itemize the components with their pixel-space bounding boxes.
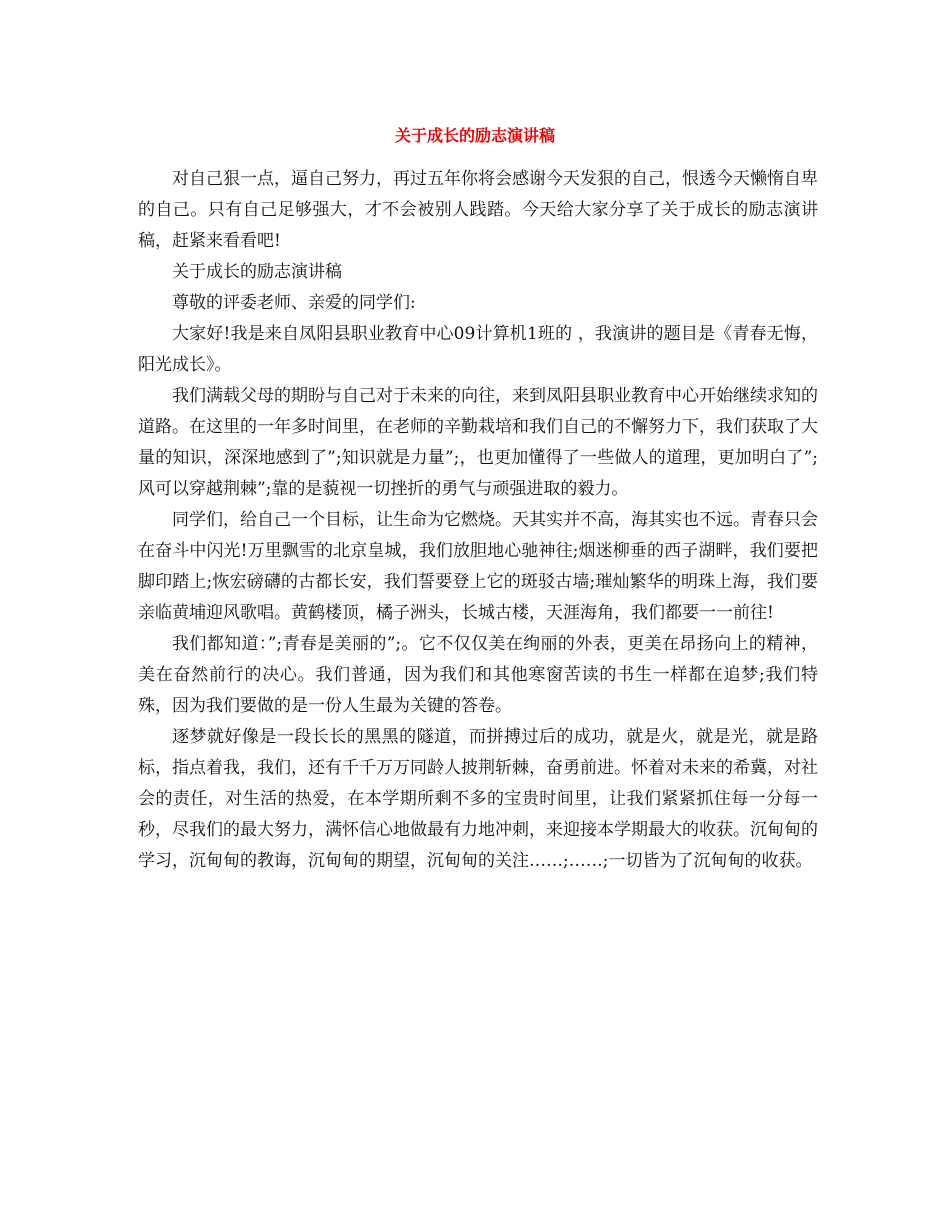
paragraph-salutation: 尊敬的评委老师、亲爱的同学们: — [172, 293, 416, 313]
paragraph-body: 同学们，给自己一个目标，让生命为它燃烧。天其实并不高，海其实也不远。青春只会在奋斗中闪光!万里飘雪的北京皇城，我们放胆地心驰神往;烟迷柳垂的西子湖畔，我们要把脚印踏上;恢宏磅礴的古都长安，我们誓要登上它的斑驳古墙;璀灿繁华的明珠上海，我们要亲临黄埔迎风歌唱。黄鹤楼顶，橘子洲头，长城古楼，天涯海角，我们都要一一前往! — [138, 510, 818, 623]
paragraph-body: 我们都知道：”;青春是美丽的”;。它不仅仅美在绚丽的外表，更美在昂扬向上的精神，美在奋然前行的决心。我们普通，因为我们和其他寒窗苦读的书生一样都在追梦;我们特殊，因为我们要做的是一份人生最为关键的答卷。 — [138, 634, 818, 716]
paragraph-body: 我们满载父母的期盼与自己对于未来的向往，来到凤阳县职业教育中心开始继续求知的道路。在这里的一年多时间里，在老师的辛勤栽培和我们自己的不懈努力下，我们获取了大量的知识，深深地感到了”;知识就是力量”;，也更加懂得了一些做人的道理，更加明白了”;风可以穿越荆棘”;靠的是藐视一切挫折的勇气与顽强进取的毅力。 — [138, 386, 818, 499]
document-title: 关于成长的励志演讲稿 — [394, 126, 555, 145]
paragraph-greeting: 大家好!我是来自凤阳县职业教育中心09计算机1班的 ，我演讲的题目是《青春无悔，阳光成长》。 — [138, 324, 818, 375]
paragraph-body: 逐梦就好像是一段长长的黑黑的隧道，而拼搏过后的成功，就是火，就是光，就是路标，指点着我，我们，还有千千万万同龄人披荆斩棘，奋勇前进。怀着对未来的希冀，对社会的责任，对生活的热爱，在本学期所剩不多的宝贵时间里，让我们紧紧抓住每一分每一秒，尽我们的最大努力，满怀信心地做最有力地冲刺，来迎接本学期最大的收获。沉甸甸的学习，沉甸甸的教诲，沉甸甸的期望，沉甸甸的关注……;……;一切皆为了沉甸甸的收获。 — [138, 727, 818, 871]
document-body — [138, 164, 818, 877]
paragraph-subtitle: 关于成长的励志演讲稿 — [172, 262, 342, 282]
paragraph-intro: 对自己狠一点，逼自己努力，再过五年你将会感谢今天发狠的自己，恨透今天懒惰自卑的自己。只有自己足够强大，才不会被别人践踏。今天给大家分享了关于成长的励志演讲稿，赶紧来看看吧! — [138, 169, 818, 251]
